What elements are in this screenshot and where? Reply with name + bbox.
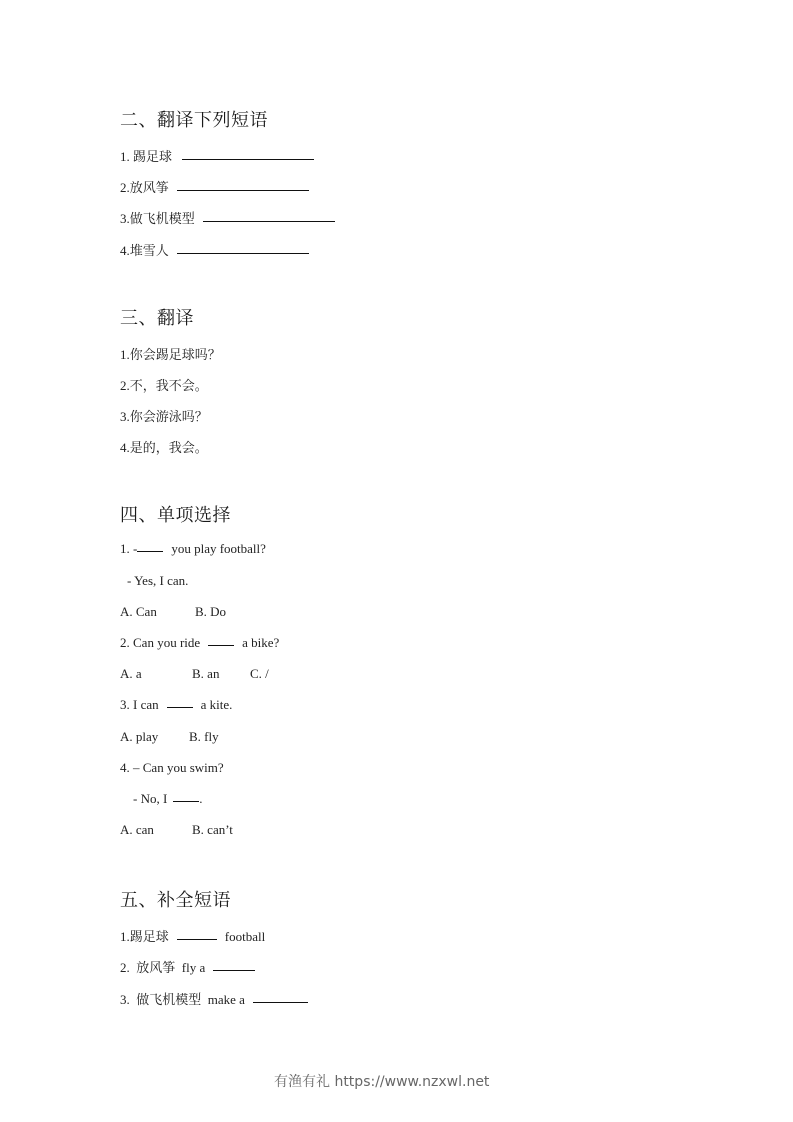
footer-watermark: 有渔有礼 https://www.nzxwl.net [274,1074,490,1090]
answer-blank[interactable] [137,550,163,552]
s2-item-3 [120,208,339,227]
section-3-title: 三、翻译 [120,308,194,329]
q4-option-b[interactable]: B. can’t [192,822,233,837]
answer-blank[interactable] [253,1001,308,1003]
q2-option-a[interactable]: A. a [120,666,142,681]
q4-option-a[interactable]: A. can [120,822,154,837]
q1-option-b[interactable]: B. Do [195,604,227,619]
q4-reply-suffix: . [199,791,203,806]
section-4-title: 四、单项选择 [120,505,231,526]
s5-item-1-prefix: 1.踢足球 [120,929,169,944]
s5-item-3-prefix: 3. 做飞机模型 make a [120,992,245,1007]
q3-option-b[interactable]: B. fly [189,729,219,744]
answer-blank[interactable] [167,706,193,708]
section-5-title: 五、补全短语 [120,890,231,911]
answer-blank[interactable] [203,220,335,222]
answer-blank[interactable] [177,938,217,940]
s3-item-3: 3.你会游泳吗？ [120,409,208,424]
answer-blank[interactable] [177,189,309,191]
s2-item-1 [120,146,318,165]
q1-suffix: you play football? [171,541,266,556]
q2-suffix: a bike? [242,635,280,650]
q1-question [120,541,266,557]
s3-item-1: 1.你会踢足球吗？ [120,347,221,362]
answer-blank[interactable] [208,644,234,646]
q3-option-a[interactable]: A. play [120,729,159,744]
answer-blank[interactable] [177,252,309,254]
q1-option-a[interactable]: A. Can [120,604,157,619]
q2-prefix: 2. Can you ride [120,635,201,650]
q4-reply [133,791,203,807]
s2-item-4-text: 4.堆雪人 [120,243,169,258]
q4-reply-prefix: - No, I [133,791,168,806]
s2-item-4 [120,240,313,259]
q1-reply: - Yes, I can. [127,573,189,588]
s5-item-2-prefix: 2. 放风筝 fly a [120,960,206,975]
q2-question [120,635,279,651]
q4-question: 4. – Can you swim? [120,760,224,775]
s5-item-2 [120,957,259,976]
answer-blank[interactable] [213,969,255,971]
s2-item-1-text: 1. 踢足球 [120,149,173,164]
s2-item-2-text: 2.放风筝 [120,180,169,195]
q2-option-c[interactable]: C. / [250,666,269,681]
s3-item-2: 2.不，我不会。 [120,378,208,393]
answer-blank[interactable] [182,158,314,160]
q3-prefix: 3. I can [120,697,159,712]
answer-blank[interactable] [173,800,199,802]
s2-item-2 [120,177,313,196]
q3-suffix: a kite. [200,697,233,712]
s5-item-1 [120,926,265,945]
s5-item-1-suffix: football [224,929,266,944]
q1-prefix: 1. - [120,541,138,556]
s3-item-4: 4.是的，我会。 [120,440,208,455]
section-2-title: 二、翻译下列短语 [120,110,268,131]
q3-question [120,697,232,713]
q2-option-b[interactable]: B. an [192,666,220,681]
s2-item-3-text: 3.做飞机模型 [120,211,195,226]
s5-item-3 [120,989,312,1008]
